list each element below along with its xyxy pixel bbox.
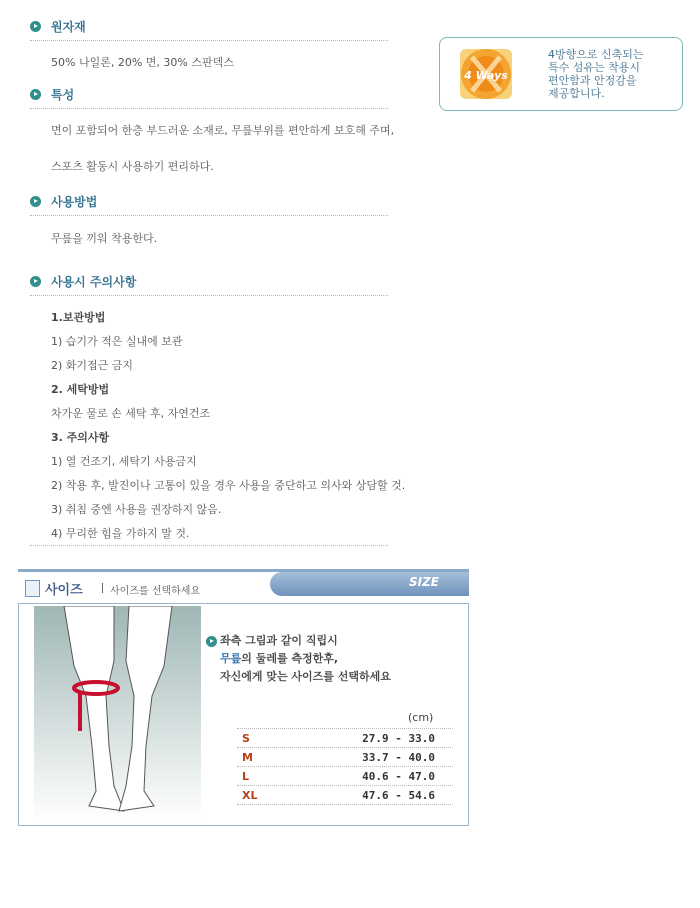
instruction-highlight: 무릎	[220, 652, 242, 665]
ways-line-2: 특수 섬유는 착용시	[548, 61, 641, 74]
usage-title: 사용방법	[51, 194, 98, 209]
bullet-icon	[30, 196, 41, 207]
instruction-line-2-rest: 의 둘레를 측정한후,	[241, 652, 339, 665]
size-subtitle: 사이즈를 선택하세요	[110, 586, 201, 597]
note-item-3: 3) 취침 중엔 사용을 권장하지 않음.	[51, 503, 222, 516]
size-header	[18, 569, 469, 603]
size-row	[237, 747, 453, 766]
bullet-icon	[30, 21, 41, 32]
size-unit: (cm)	[408, 711, 434, 724]
size-name: M	[242, 751, 253, 764]
size-name: XL	[242, 789, 258, 802]
size-range: 47.6 - 54.6	[362, 789, 435, 802]
caution-title: 사용시 주의사항	[51, 274, 137, 289]
size-tab	[270, 572, 469, 596]
size-instructions	[220, 632, 391, 686]
size-name: L	[242, 770, 250, 783]
svg-text:4 Ways: 4 Ways	[464, 69, 508, 82]
size-range: 27.9 - 33.0	[362, 732, 435, 745]
size-range: 33.7 - 40.0	[362, 751, 435, 764]
usage-text: 무릎을 끼워 착용한다.	[51, 232, 158, 245]
storage-item-1: 1) 습기가 적은 실내에 보관	[51, 335, 183, 348]
note-item-1: 1) 열 건조기, 세탁기 사용금지	[51, 455, 197, 468]
ways-line-1: 4방향으로 신축되는	[548, 48, 644, 61]
document-icon	[25, 580, 40, 597]
four-ways-logo-icon	[454, 43, 516, 103]
features-section	[30, 85, 390, 109]
note-item-4: 4) 무리한 힘을 가하지 말 것.	[51, 527, 190, 540]
divider	[30, 215, 388, 216]
wash-text: 차가운 물로 손 세탁 후, 자연건조	[51, 407, 211, 420]
note-item-2: 2) 착용 후, 발진이나 고통이 있을 경우 사용을 중단하고 의사와 상담할 것.	[51, 479, 406, 492]
divider	[30, 108, 388, 109]
instruction-line-3: 자신에게 맞는 사이즈를 선택하세요	[220, 670, 391, 683]
ways-line-4: 제공합니다.	[548, 87, 605, 100]
size-panel	[18, 569, 469, 826]
material-text: 50% 나일론, 20% 면, 30% 스판덱스	[51, 56, 234, 69]
bullet-icon	[30, 89, 41, 100]
bottom-divider	[30, 540, 390, 546]
size-name: S	[242, 732, 250, 745]
size-row	[237, 766, 453, 785]
usage-section	[30, 192, 390, 216]
four-ways-box	[439, 37, 683, 111]
caution-section	[30, 272, 390, 296]
instruction-line-2	[220, 650, 391, 668]
features-line-1: 면이 포함되어 한층 부드러운 소재로, 무릎부위를 편안하게 보호해 주며,	[51, 124, 395, 137]
separator	[102, 583, 103, 593]
instruction-line-1: 좌측 그림과 같이 직립시	[220, 634, 338, 647]
material-section	[30, 17, 390, 41]
features-line-2: 스포츠 활동시 사용하기 편리하다.	[51, 160, 214, 173]
notes-title: 3. 주의사항	[51, 431, 110, 444]
bullet-icon	[30, 276, 41, 287]
four-ways-text	[548, 48, 644, 100]
wash-title: 2. 세탁방법	[51, 383, 110, 396]
divider	[30, 40, 388, 41]
divider	[30, 295, 388, 296]
size-row	[237, 728, 453, 747]
storage-title: 1.보관방법	[51, 311, 106, 324]
bullet-icon	[206, 636, 217, 647]
features-title: 특성	[51, 87, 75, 102]
size-title: 사이즈	[45, 583, 83, 598]
size-tab-label: SIZE	[408, 575, 439, 589]
ways-line-3: 편안함과 안정감을	[548, 74, 637, 87]
size-table	[237, 728, 453, 805]
size-row	[237, 785, 453, 805]
size-range: 40.6 - 47.0	[362, 770, 435, 783]
size-body	[18, 603, 469, 826]
storage-item-2: 2) 화기접근 금지	[51, 359, 134, 372]
material-title: 원자재	[51, 19, 86, 34]
legs-illustration	[34, 606, 201, 820]
